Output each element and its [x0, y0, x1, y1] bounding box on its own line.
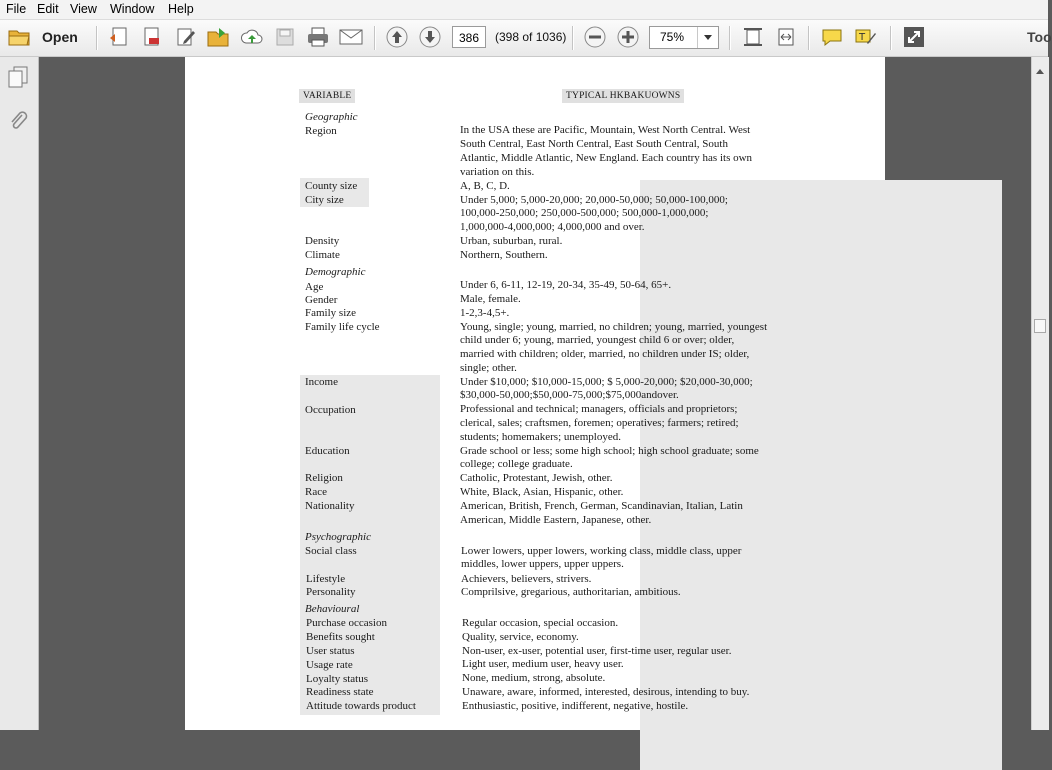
upload-cloud-icon[interactable]: [238, 23, 266, 51]
toolbar-separator: [96, 26, 98, 50]
section-behavioural: Behavioural: [305, 603, 360, 615]
value-line: American, Middle Eastern, Japanese, other.: [460, 514, 652, 526]
zoom-value: 75%: [660, 30, 685, 44]
value-line: 100,000-250,000; 250,000-500,000; 500,000-1,000,000;: [460, 207, 709, 219]
value-line: A, B, C, D.: [460, 180, 510, 192]
value-line: American, British, French, German, Scandinavian, Italian, Latin: [460, 500, 743, 512]
scroll-up-icon[interactable]: [1036, 61, 1044, 79]
value-line: Professional and technical; managers, officials and proprietors;: [460, 403, 738, 415]
label-education: Education: [305, 445, 350, 457]
value-line: Atlantic, Middle Atlantic, New England. Each country has its own: [460, 152, 753, 164]
label-family-size: Family size: [305, 307, 357, 319]
label-family-life-cycle: Family life cycle: [305, 321, 380, 333]
chevron-down-icon[interactable]: [697, 27, 718, 48]
label-religion: Religion: [305, 472, 343, 484]
label-city-size: City size: [305, 194, 344, 206]
open-button[interactable]: Open: [42, 29, 78, 45]
value-line: college; college graduate.: [460, 458, 573, 470]
navigation-pane: [0, 57, 39, 730]
value-line: middles, lower uppers, upper uppers.: [461, 558, 624, 570]
value-line: Quality, service, economy.: [462, 631, 579, 643]
expand-icon[interactable]: [900, 23, 928, 51]
label-readiness-state: Readiness state: [306, 686, 374, 698]
document-page: [185, 57, 885, 730]
toolbar-separator: [808, 26, 810, 50]
label-density: Density: [305, 235, 340, 247]
zoom-select[interactable]: [649, 26, 719, 49]
label-income: Income: [305, 376, 338, 388]
label-personality: Personality: [306, 586, 356, 598]
value-line: Under 5,000; 5,000-20,000; 20,000-50,000; 50,000-100,000;: [460, 194, 728, 206]
value-line: Comprilsive, gregarious, authoritarian, ambitious.: [461, 586, 681, 598]
label-lifestyle: Lifestyle: [306, 573, 346, 585]
value-line: Male, female.: [460, 293, 521, 305]
page-count-label: (398 of 1036): [495, 30, 567, 44]
value-line: Light user, medium user, heavy user.: [462, 658, 624, 670]
scroll-thumb[interactable]: [1034, 319, 1046, 333]
label-county-size: County size: [305, 180, 358, 192]
value-line: variation on this.: [460, 166, 535, 178]
label-region: Region: [305, 125, 337, 137]
value-line: South Central, East North Central, East South Central, South: [460, 138, 728, 150]
previous-page-icon[interactable]: [383, 23, 411, 51]
label-user-status: User status: [306, 645, 355, 657]
menu-view[interactable]: View: [70, 2, 97, 16]
open-folder-icon[interactable]: [6, 23, 34, 51]
label-race: Race: [305, 486, 327, 498]
label-benefits-sought: Benefits sought: [306, 631, 375, 643]
value-line: Regular occasion, special occasion.: [462, 617, 619, 629]
value-line: students; homemakers; unemployed.: [460, 431, 621, 443]
value-line: single; other.: [460, 362, 517, 374]
fit-page-icon[interactable]: [739, 23, 767, 51]
value-line: Achievers, believers, strivers.: [461, 573, 592, 585]
toolbar-separator: [572, 26, 574, 50]
menu-edit[interactable]: Edit: [37, 2, 59, 16]
comment-icon[interactable]: [818, 23, 846, 51]
header-variable: VARIABLE: [299, 89, 355, 103]
label-loyalty-status: Loyalty status: [306, 673, 369, 685]
label-social-class: Social class: [305, 545, 357, 557]
value-line: Enthusiastic, positive, indifferent, negative, hostile.: [462, 700, 689, 712]
section-geographic: Geographic: [305, 111, 358, 123]
toolbar-separator: [729, 26, 731, 50]
next-page-icon[interactable]: [416, 23, 444, 51]
value-line: Urban, suburban, rural.: [460, 235, 563, 247]
vertical-scrollbar[interactable]: [1031, 57, 1049, 730]
value-line: 1,000,000-4,000,000; 4,000,000 and over.: [460, 221, 645, 233]
zoom-out-icon[interactable]: [581, 23, 609, 51]
pages-panel-icon[interactable]: [7, 65, 29, 94]
value-line: married with children; older, married, no children under IS; older,: [460, 348, 750, 360]
value-line: Under 6, 6-11, 12-19, 20-34, 35-49, 50-64, 65+.: [460, 279, 672, 291]
breakdowns-column-background: [640, 180, 1002, 770]
label-nationality: Nationality: [305, 500, 355, 512]
value-line: child under 6; young, married, youngest child 6 or over; older,: [460, 334, 735, 346]
menu-bar: [0, 0, 1048, 20]
menu-window[interactable]: Window: [110, 2, 155, 16]
label-age: Age: [305, 281, 324, 293]
combine-files-icon[interactable]: [138, 23, 166, 51]
value-line: Northern, Southern.: [460, 249, 548, 261]
value-line: 1-2,3-4,5+.: [460, 307, 510, 319]
tools-button[interactable]: Too: [1027, 29, 1052, 45]
menu-file[interactable]: File: [6, 2, 27, 16]
header-typical-breakdowns: TYPICAL HKBAKUOWNS: [562, 89, 684, 103]
value-line: Young, single; young, married, no children; young, married, youngest: [460, 321, 768, 333]
attachments-paperclip-icon[interactable]: [8, 109, 28, 138]
create-pdf-icon[interactable]: [105, 23, 133, 51]
menu-help[interactable]: Help: [168, 2, 194, 16]
value-line: Lower lowers, upper lowers, working class, middle class, upper: [461, 545, 742, 557]
label-climate: Climate: [305, 249, 340, 261]
page-number-input[interactable]: 386: [452, 26, 486, 48]
toolbar-separator: [890, 26, 892, 50]
value-line: Non-user, ex-user, potential user, first-time user, regular user.: [462, 645, 732, 657]
zoom-in-icon[interactable]: [614, 23, 642, 51]
section-psychographic: Psychographic: [305, 531, 371, 543]
label-purchase-occasion: Purchase occasion: [306, 617, 387, 629]
label-occupation: Occupation: [305, 404, 356, 416]
value-line: $30,000-50,000;$50,000-75,000;$75,000andover.: [460, 389, 679, 401]
value-line: None, medium, strong, absolute.: [462, 672, 606, 684]
value-line: clerical, sales; craftsmen, foremen; operatives; farmers; retired;: [460, 417, 739, 429]
fit-width-icon[interactable]: [772, 23, 800, 51]
svg-text:T: T: [859, 32, 866, 43]
label-usage-rate: Usage rate: [306, 659, 353, 671]
label-attitude-towards-product: Attitude towards product: [306, 700, 416, 712]
email-icon[interactable]: [337, 23, 365, 51]
print-icon[interactable]: [304, 23, 332, 51]
edit-document-icon[interactable]: [172, 23, 200, 51]
value-line: Catholic, Protestant, Jewish, other.: [460, 472, 613, 484]
save-icon[interactable]: [271, 23, 299, 51]
value-line: Unaware, aware, informed, interested, desirous, intending to buy.: [462, 686, 750, 698]
value-line: Under $10,000; $10,000-15,000; $ 5,000-20,000; $20,000-30,000;: [460, 376, 753, 388]
value-line: White, Black, Asian, Hispanic, other.: [460, 486, 624, 498]
highlight-text-icon[interactable]: [852, 23, 880, 51]
value-line: In the USA these are Pacific, Mountain, West North Central. West: [460, 124, 751, 136]
section-demographic: Demographic: [305, 266, 366, 278]
toolbar-separator: [374, 26, 376, 50]
value-line: Grade school or less; some high school; high school graduate; some: [460, 445, 759, 457]
toolbar: [0, 20, 1052, 57]
label-gender: Gender: [305, 294, 338, 306]
export-folder-icon[interactable]: [205, 23, 233, 51]
